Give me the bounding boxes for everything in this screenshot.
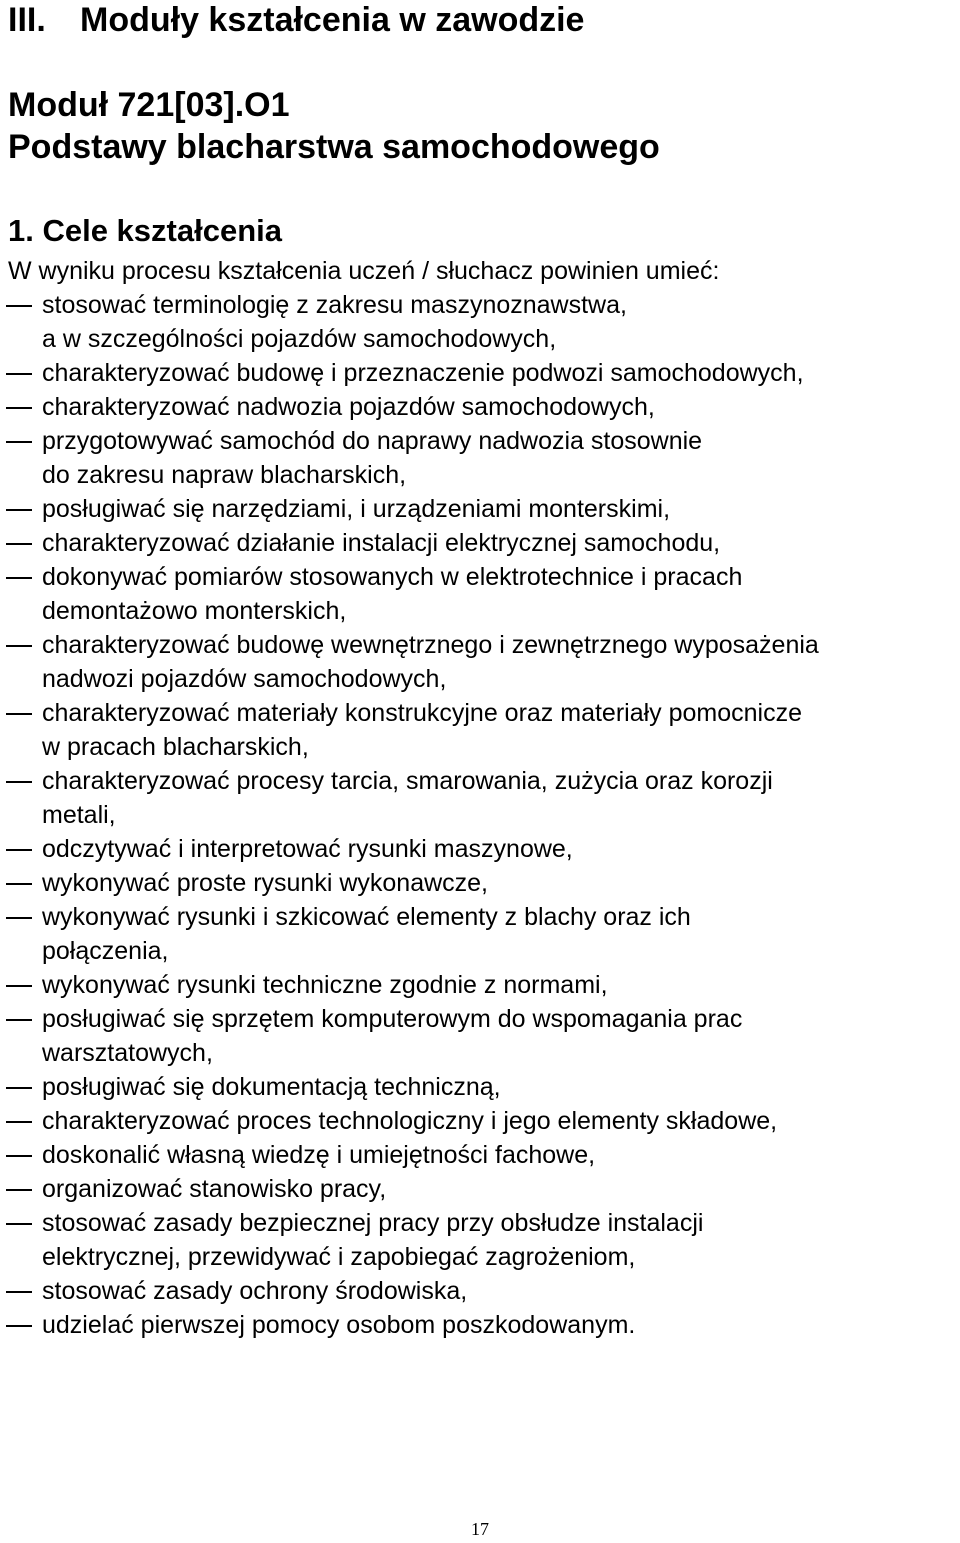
dash-bullet-icon [6,1291,32,1293]
dash-bullet-icon [6,305,32,307]
dash-bullet-icon [6,1189,32,1191]
list-item-text: warsztatowych, [42,1039,213,1067]
dash-bullet-icon [6,917,32,919]
dash-bullet-icon [6,849,32,851]
list-item [0,1274,960,1308]
list-item [0,696,960,764]
list-item [0,1104,960,1138]
dash-bullet-icon [6,985,32,987]
list-item-text: charakteryzować materiały konstrukcyjne oraz materiały pomocnicze [42,699,803,727]
module-code: Moduł 721[03].O1 [8,86,290,124]
list-item-text: posługiwać się narzędziami, i urządzeniami monterskimi, [42,495,671,523]
dash-bullet-icon [6,543,32,545]
section-intro: W wyniku procesu kształcenia uczeń / słuchacz powinien umieć: [8,257,720,285]
dash-bullet-icon [6,1087,32,1089]
list-item [0,424,960,492]
list-item [0,356,960,390]
page-number: 17 [471,1519,489,1539]
dash-bullet-icon [6,1121,32,1123]
list-item [0,1138,960,1172]
dash-bullet-icon [6,577,32,579]
dash-bullet-icon [6,645,32,647]
list-item-text: charakteryzować procesy tarcia, smarowania, zużycia oraz korozji [42,767,773,795]
list-item-text: charakteryzować działanie instalacji elektrycznej samochodu, [42,529,721,557]
dash-bullet-icon [6,509,32,511]
list-item-text: charakteryzować budowę wewnętrznego i zewnętrznego wyposażenia [42,631,819,659]
list-item [0,526,960,560]
list-item [0,832,960,866]
list-item-text: udzielać pierwszej pomocy osobom poszkodowanym. [42,1311,636,1339]
list-item-text: doskonalić własną wiedzę i umiejętności fachowe, [42,1141,596,1169]
list-item-text: wykonywać rysunki techniczne zgodnie z normami, [42,971,608,999]
chapter-heading [8,0,584,40]
section-heading: 1. Cele kształcenia [8,213,282,248]
dash-bullet-icon [6,781,32,783]
list-item [0,900,960,968]
list-item-text: stosować zasady ochrony środowiska, [42,1277,468,1305]
list-item-text: posługiwać się sprzętem komputerowym do wspomagania prac [42,1005,743,1033]
list-item-text: odczytywać i interpretować rysunki maszynowe, [42,835,573,863]
list-item [0,288,960,356]
dash-bullet-icon [6,1223,32,1225]
list-item-text: metali, [42,801,116,829]
list-item-text: stosować terminologię z zakresu maszynoznawstwa, [42,291,627,319]
list-item-text: przygotowywać samochód do naprawy nadwozia stosownie [42,427,703,455]
list-item [0,968,960,1002]
dash-bullet-icon [6,1155,32,1157]
list-item [0,1002,960,1070]
list-item-text: dokonywać pomiarów stosowanych w elektrotechnice i pracach [42,563,743,591]
list-item [0,1070,960,1104]
list-item-text: nadwozi pojazdów samochodowych, [42,665,447,693]
list-item-text: charakteryzować budowę i przeznaczenie podwozi samochodowych, [42,359,804,387]
chapter-number: III. [8,1,46,39]
dash-bullet-icon [6,713,32,715]
dash-bullet-icon [6,1325,32,1327]
list-item [0,1206,960,1274]
list-item [0,492,960,526]
list-item-text: charakteryzować nadwozia pojazdów samochodowych, [42,393,655,421]
list-item-text: stosować zasady bezpiecznej pracy przy obsłudze instalacji [42,1209,704,1237]
list-item [0,390,960,424]
goals-list [0,288,960,1342]
list-item-text: do zakresu napraw blacharskich, [42,461,407,489]
dash-bullet-icon [6,373,32,375]
list-item-text: charakteryzować proces technologiczny i jego elementy składowe, [42,1107,778,1135]
list-item-text: a w szczególności pojazdów samochodowych, [42,325,557,353]
dash-bullet-icon [6,883,32,885]
list-item-text: demontażowo monterskich, [42,597,347,625]
list-item-text: elektrycznej, przewidywać i zapobiegać zagrożeniom, [42,1243,636,1271]
chapter-title: Moduły kształcenia w zawodzie [80,1,585,39]
dash-bullet-icon [6,441,32,443]
module-title: Podstawy blacharstwa samochodowego [8,128,660,166]
list-item-text: w pracach blacharskich, [42,733,309,761]
list-item-text: wykonywać proste rysunki wykonawcze, [42,869,488,897]
list-item [0,560,960,628]
list-item [0,628,960,696]
dash-bullet-icon [6,1019,32,1021]
dash-bullet-icon [6,407,32,409]
list-item-text: organizować stanowisko pracy, [42,1175,387,1203]
list-item-text: połączenia, [42,937,169,965]
list-item [0,1308,960,1342]
list-item [0,1172,960,1206]
list-item [0,866,960,900]
list-item-text: wykonywać rysunki i szkicować elementy z blachy oraz ich [42,903,691,931]
list-item-text: posługiwać się dokumentacją techniczną, [42,1073,501,1101]
list-item [0,764,960,832]
